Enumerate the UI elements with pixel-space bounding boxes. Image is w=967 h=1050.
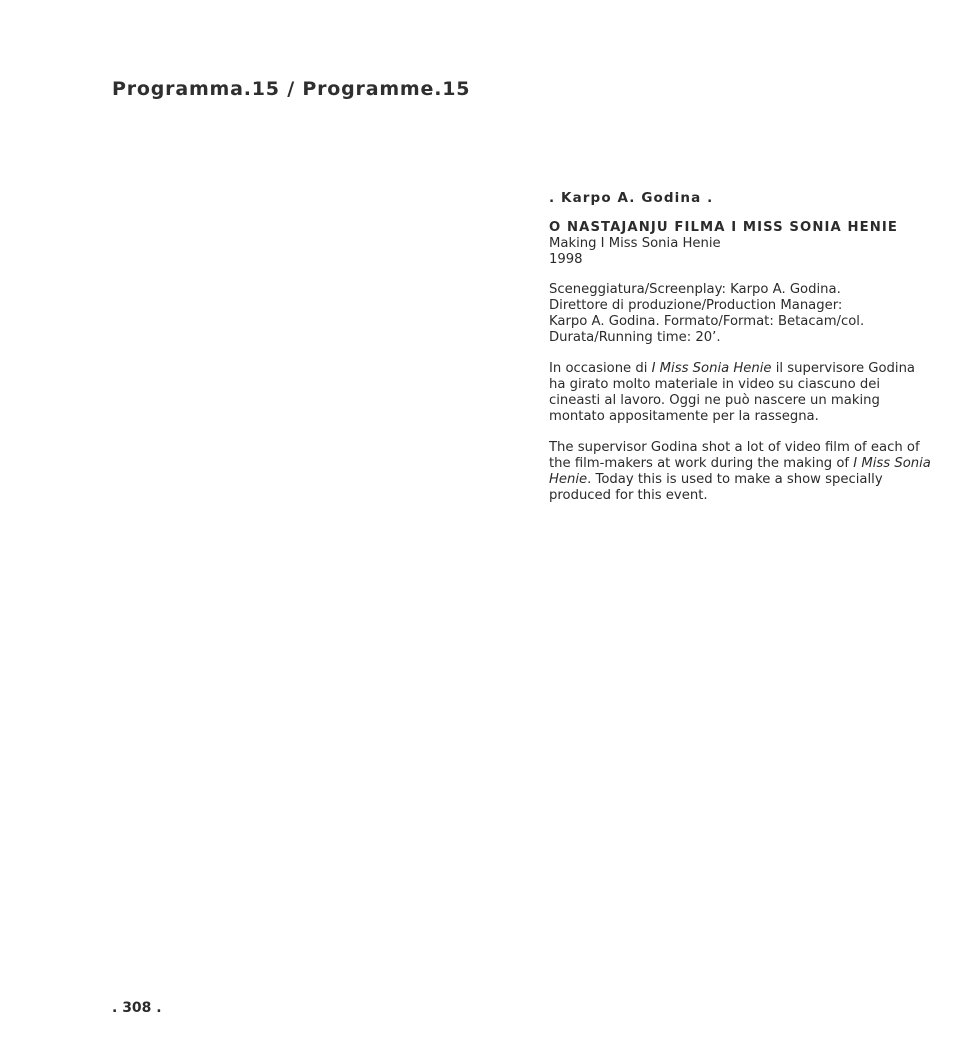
synopsis-line <box>549 472 909 488</box>
text-run: il supervisore Godina <box>771 361 916 376</box>
credits-line: Karpo A. Godina. Formato/Format: Betacam/col. <box>549 314 865 329</box>
credits-line: Direttore di produzione/Production Manager: <box>549 298 843 313</box>
film-title: O NASTAJANJU FILMA I MISS SONIA HENIE <box>549 220 898 235</box>
synopsis-line: The supervisor Godina shot a lot of video film of each of <box>549 440 920 455</box>
film-title-italic: I Miss Sonia <box>853 456 931 471</box>
director-name: . Karpo A. Godina . <box>549 190 714 206</box>
synopsis-line: cineasti al lavoro. Oggi ne può nascere un making <box>549 393 880 408</box>
synopsis-line <box>549 456 931 472</box>
page-number: . 308 . <box>112 1000 162 1016</box>
credits-line: Durata/Running time: 20’. <box>549 330 721 345</box>
film-title-italic: Henie <box>549 472 588 487</box>
film-entry <box>549 190 931 504</box>
text-run: In occasione di <box>549 361 652 376</box>
synopsis-english <box>549 440 931 504</box>
synopsis-line: produced for this event. <box>549 488 708 503</box>
film-title-italic: I Miss Sonia Henie <box>651 361 772 376</box>
running-head: Programma.15 / Programme.15 <box>112 78 471 100</box>
text-run: . Today this is used to make a show specially <box>587 472 883 487</box>
credits <box>549 282 909 346</box>
synopsis-line: montato appositamente per la rassegna. <box>549 409 819 424</box>
text-run: the film-makers at work during the making of <box>549 456 854 471</box>
credits-line: Sceneggiatura/Screenplay: Karpo A. Godina. <box>549 282 841 297</box>
synopsis-line: ha girato molto materiale in video su ciascuno dei <box>549 377 881 392</box>
synopsis-italian <box>549 361 916 425</box>
synopsis-line <box>549 361 916 377</box>
film-year: 1998 <box>549 252 583 267</box>
film-subtitle: Making I Miss Sonia Henie <box>549 236 721 251</box>
